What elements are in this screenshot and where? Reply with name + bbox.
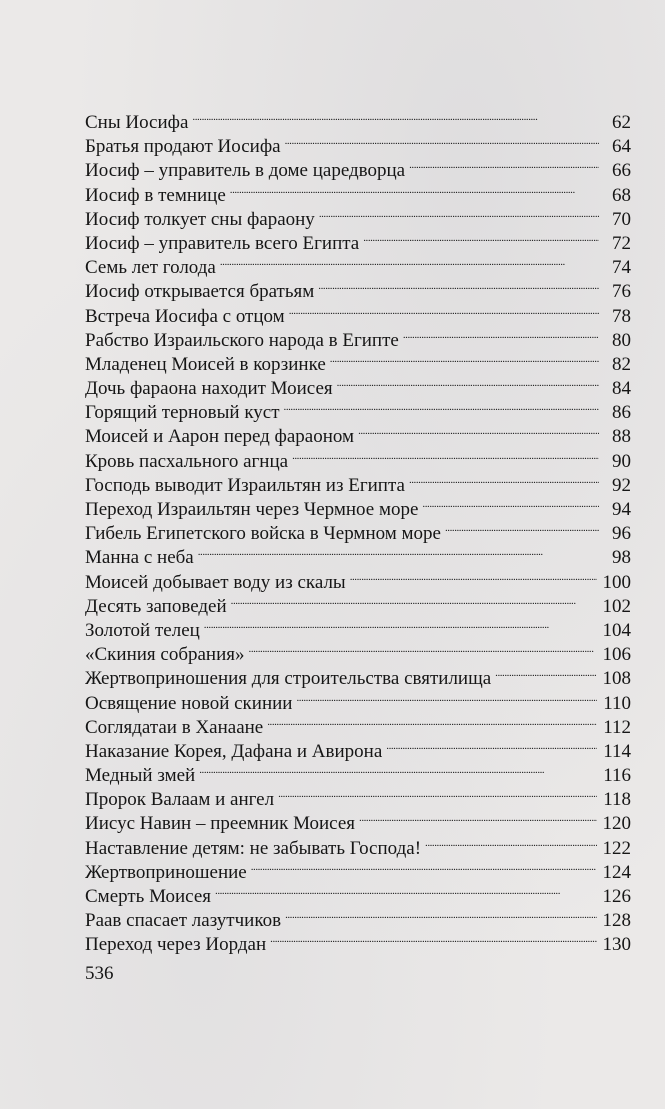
toc-entry-page: 68 bbox=[612, 184, 631, 206]
toc-entry-page: 86 bbox=[612, 402, 631, 424]
toc-entry-title: Встреча Иосифа с отцом bbox=[85, 305, 285, 327]
toc-entry-title: Иосиф открывается братьям bbox=[85, 281, 315, 303]
toc-entry-page: 82 bbox=[612, 353, 631, 375]
toc-entry-title: «Скиния собрания» bbox=[85, 644, 245, 666]
toc-entry-title: Братья продают Иосифа bbox=[85, 136, 281, 158]
toc-entry-page: 70 bbox=[612, 208, 631, 230]
toc-dot-leader bbox=[192, 104, 599, 128]
toc-dot-leader bbox=[215, 878, 596, 902]
table-of-contents bbox=[85, 104, 631, 956]
toc-entry-title: Моисей и Аарон перед фараоном bbox=[85, 426, 355, 448]
toc-entry-page: 126 bbox=[602, 886, 631, 907]
toc-entry-page: 102 bbox=[602, 595, 631, 617]
toc-entry-title: Рабство Израильского народа в Египте bbox=[85, 329, 399, 351]
toc-entry-title: Иосиф в темнице bbox=[85, 184, 226, 206]
toc-entry-page: 114 bbox=[603, 740, 631, 762]
toc-dot-leader bbox=[204, 612, 597, 636]
toc-entry-title: Золотой телец bbox=[85, 619, 200, 641]
toc-entry-title: Жертвоприношение bbox=[85, 861, 247, 883]
toc-dot-leader bbox=[285, 902, 596, 926]
toc-entry-page: 80 bbox=[612, 329, 631, 351]
toc-entry-title: Манна с неба bbox=[85, 547, 194, 569]
toc-entry-page: 112 bbox=[603, 716, 631, 738]
toc-entry-page: 88 bbox=[612, 426, 631, 448]
toc-entry-title: Десять заповедей bbox=[85, 595, 227, 617]
toc-entry-title: Иосиф – управитель в доме царедворца bbox=[85, 160, 406, 182]
toc-entry-title: Смерть Моисея bbox=[85, 886, 212, 907]
toc-entry-title: Медный змей bbox=[85, 765, 196, 787]
toc-entry-title: Младенец Моисей в корзинке bbox=[85, 353, 326, 375]
toc-entry-page: 130 bbox=[602, 934, 631, 956]
toc-dot-leader bbox=[249, 636, 597, 660]
toc-entry-title: Горящий терновый куст bbox=[85, 402, 280, 424]
toc-dot-leader bbox=[292, 443, 599, 467]
toc-dot-leader bbox=[409, 467, 599, 491]
page-number: 536 bbox=[85, 963, 114, 984]
toc-entry-page: 106 bbox=[602, 644, 631, 666]
toc-entry-page: 84 bbox=[612, 378, 631, 400]
toc-entry-title: Пророк Валаам и ангел bbox=[85, 789, 275, 811]
toc-dot-leader bbox=[350, 564, 597, 588]
toc-dot-leader bbox=[278, 781, 597, 805]
toc-dot-leader bbox=[445, 515, 599, 539]
toc-dot-leader bbox=[231, 588, 597, 612]
toc-entry-title: Наставление детям: не забывать Господа! bbox=[85, 837, 422, 859]
toc-entry-page: 62 bbox=[612, 112, 631, 133]
toc-entry-title: Дочь фараона находит Моисея bbox=[85, 378, 333, 400]
toc-entry-title: Соглядатаи в Ханаане bbox=[85, 716, 264, 738]
toc-dot-leader bbox=[422, 491, 599, 515]
toc-entry-page: 104 bbox=[602, 619, 631, 641]
toc-entry-page: 118 bbox=[603, 789, 631, 811]
toc-entry-page: 110 bbox=[603, 692, 631, 714]
toc-dot-leader bbox=[330, 346, 599, 370]
toc-dot-leader bbox=[267, 709, 597, 733]
toc-entry-title: Моисей добывает воду из скалы bbox=[85, 571, 346, 593]
toc-entry-title: Гибель Египетского войска в Чермном море bbox=[85, 523, 441, 545]
toc-entry-title: Иосиф – управитель всего Египта bbox=[85, 232, 360, 254]
toc-entry-page: 66 bbox=[612, 160, 631, 182]
toc-dot-leader bbox=[289, 298, 599, 322]
toc-dot-leader bbox=[220, 249, 599, 273]
toc-dot-leader bbox=[296, 685, 597, 709]
toc-entry-title: Иисус Навин – преемник Моисея bbox=[85, 813, 356, 835]
toc-entry-page: 108 bbox=[602, 668, 631, 690]
toc-dot-leader bbox=[358, 418, 599, 442]
toc-entry-page: 124 bbox=[602, 861, 631, 883]
toc-dot-leader bbox=[337, 370, 599, 394]
toc-dot-leader bbox=[359, 805, 596, 829]
toc-entry-page: 120 bbox=[602, 813, 631, 835]
toc-dot-leader bbox=[285, 128, 599, 152]
toc-entry-page: 128 bbox=[602, 910, 631, 932]
toc-entry-page: 78 bbox=[612, 305, 631, 327]
toc-entry-page: 74 bbox=[612, 257, 631, 279]
toc-dot-leader bbox=[409, 152, 599, 176]
toc-entry-page: 96 bbox=[612, 523, 631, 545]
toc-dot-leader bbox=[386, 733, 597, 757]
toc-dot-leader bbox=[363, 225, 599, 249]
toc-entry-title: Семь лет голода bbox=[85, 257, 216, 279]
toc-dot-leader bbox=[319, 201, 599, 225]
toc-entry-page: 76 bbox=[612, 281, 631, 303]
toc-dot-leader bbox=[284, 394, 599, 418]
toc-entry-title: Переход Израильтян через Чермное море bbox=[85, 499, 419, 520]
toc-entry-page: 90 bbox=[612, 450, 631, 472]
toc-entry-title: Жертвоприношения для строительства святилища bbox=[85, 668, 492, 690]
toc-entry-title: Наказание Корея, Дафана и Авирона bbox=[85, 740, 383, 762]
toc-dot-leader bbox=[495, 660, 596, 684]
toc-entry-title: Освящение новой скинии bbox=[85, 692, 293, 714]
toc-dot-leader bbox=[230, 177, 599, 201]
toc-dot-leader bbox=[403, 322, 599, 346]
toc-dot-leader bbox=[425, 830, 596, 854]
toc-entry-title: Господь выводит Израильтян из Египта bbox=[85, 474, 405, 496]
toc-entry-page: 94 bbox=[612, 499, 631, 520]
toc-entry-page: 116 bbox=[603, 765, 631, 787]
toc-entry-page: 100 bbox=[602, 571, 631, 593]
toc-entry-page: 92 bbox=[612, 474, 631, 496]
toc-entry-page: 64 bbox=[612, 136, 631, 158]
toc-dot-leader bbox=[199, 757, 597, 781]
toc-entry-page: 98 bbox=[612, 547, 631, 569]
toc-dot-leader bbox=[270, 926, 596, 950]
toc-dot-leader bbox=[198, 539, 599, 563]
toc-entry-title: Кровь пасхального агнца bbox=[85, 450, 289, 472]
toc-entry-title: Раав спасает лазутчиков bbox=[85, 910, 282, 932]
toc-entry-title: Иосиф толкует сны фараону bbox=[85, 208, 315, 230]
toc-entry-title: Сны Иосифа bbox=[85, 112, 189, 133]
toc-entry-page: 72 bbox=[612, 232, 631, 254]
toc-entry-title: Переход через Иордан bbox=[85, 934, 267, 956]
toc-dot-leader bbox=[318, 273, 599, 297]
toc-entry-page: 122 bbox=[602, 837, 631, 859]
toc-entry bbox=[85, 104, 631, 133]
toc-dot-leader bbox=[251, 854, 597, 878]
